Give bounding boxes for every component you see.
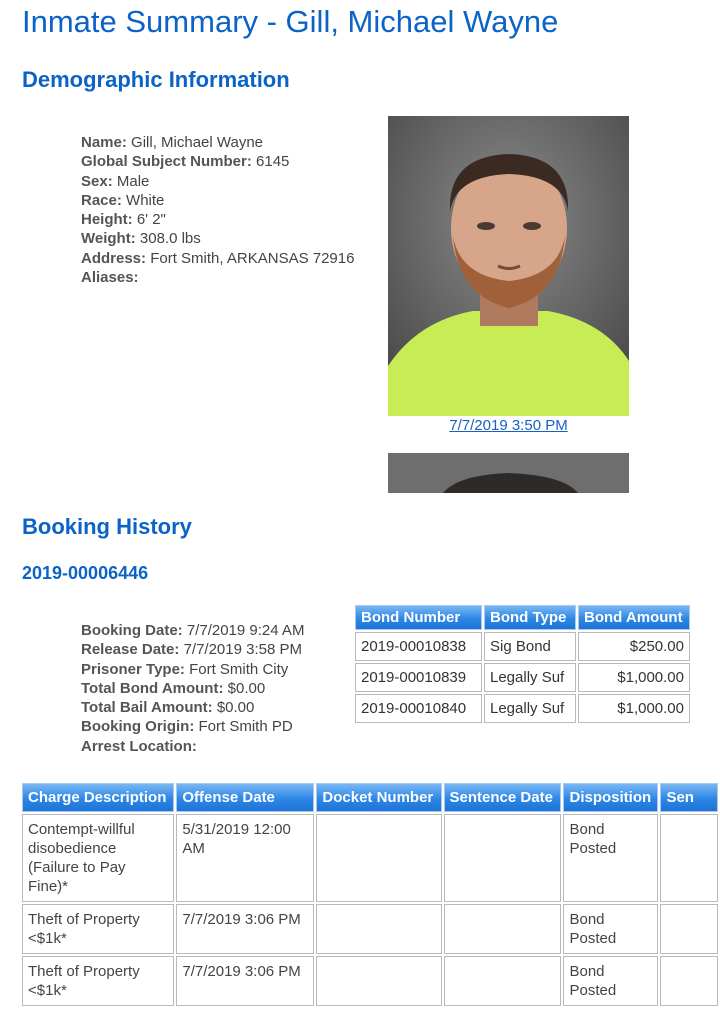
sentence-cell [660,814,718,902]
demographic-details [81,133,354,287]
bond-type-cell: Legally Suf [484,694,576,723]
name-row [81,133,354,152]
height-label: Height: [81,211,133,229]
bond-amount-cell: $250.00 [578,632,690,661]
disposition-cell: Bond Posted [563,904,658,954]
table-row [22,904,718,954]
mugshot-image-2 [388,453,629,493]
release-date-value: 7/7/2019 3:58 PM [183,641,302,659]
offense-date-cell: 7/7/2019 3:06 PM [176,904,314,954]
sex-label: Sex: [81,172,113,190]
bond-table [353,603,692,725]
charges-header-row [22,783,718,812]
sentence-date-header: Sentence Date [444,783,562,812]
prisoner-type-label: Prisoner Type: [81,660,185,678]
mugshot-photo-2[interactable] [388,453,629,493]
race-value: White [126,191,165,209]
table-row [355,632,690,661]
photo-timestamp-link[interactable]: 7/7/2019 3:50 PM [449,417,568,434]
bond-amount-cell: $1,000.00 [578,694,690,723]
bond-number-cell: 2019-00010839 [355,663,482,692]
docket-number-cell [316,904,441,954]
bond-type-header: Bond Type [484,605,576,630]
sentence-cell [660,956,718,1006]
table-row [22,814,718,902]
sentence-header: Sen [660,783,718,812]
charge-description-cell: Theft of Property <$1k* [22,904,174,954]
aliases-label: Aliases: [81,269,139,287]
total-bail-row [81,698,304,717]
race-label: Race: [81,191,122,209]
mugshot-photo[interactable] [388,116,629,416]
total-bail-label: Total Bail Amount: [81,699,213,717]
bond-number-cell: 2019-00010840 [355,694,482,723]
weight-row [81,229,354,248]
disposition-cell: Bond Posted [563,814,658,902]
charge-description-cell: Theft of Property <$1k* [22,956,174,1006]
docket-number-cell [316,814,441,902]
prisoner-type-value: Fort Smith City [189,660,289,678]
sentence-cell [660,904,718,954]
offense-date-header: Offense Date [176,783,314,812]
sentence-date-cell [444,956,562,1006]
charge-description-header: Charge Description [22,783,174,812]
prisoner-type-row [81,660,304,679]
aliases-row [81,268,354,287]
table-row [355,694,690,723]
offense-date-cell: 7/7/2019 3:06 PM [176,956,314,1006]
arrest-location-label: Arrest Location: [81,737,197,755]
docket-number-header: Docket Number [316,783,441,812]
release-date-row [81,640,304,659]
address-row [81,249,354,268]
booking-history-heading: Booking History [22,514,192,539]
demographics-heading: Demographic Information [22,67,290,92]
booking-origin-label: Booking Origin: [81,718,195,736]
docket-number-cell [316,956,441,1006]
gsn-label: Global Subject Number: [81,153,252,171]
booking-date-value: 7/7/2019 9:24 AM [186,622,305,639]
height-value: 6' 2" [136,211,166,229]
sentence-date-cell [444,904,562,954]
booking-origin-value: Fort Smith PD [198,718,293,736]
offense-date-cell: 5/31/2019 12:00 AM [176,814,314,902]
table-row [22,956,718,1006]
release-date-label: Release Date: [81,641,180,659]
gsn-value: 6145 [256,153,290,171]
page-title: Inmate Summary - Gill, Michael Wayne [22,4,559,39]
gsn-row [81,152,354,171]
bond-amount-cell: $1,000.00 [578,663,690,692]
name-value: Gill, Michael Wayne [131,134,264,151]
bond-type-cell: Sig Bond [484,632,576,661]
bond-number-cell: 2019-00010838 [355,632,482,661]
disposition-cell: Bond Posted [563,956,658,1006]
sentence-date-cell [444,814,562,902]
booking-date-label: Booking Date: [81,622,183,639]
sex-row [81,172,354,191]
total-bond-value: $0.00 [227,679,266,697]
bond-amount-header: Bond Amount [578,605,690,630]
height-row [81,210,354,229]
table-row [355,663,690,692]
booking-number: 2019-00006446 [22,563,149,583]
booking-origin-row [81,717,304,736]
weight-label: Weight: [81,230,136,248]
race-row [81,191,354,210]
sex-value: Male [116,172,150,190]
address-label: Address: [81,249,147,267]
total-bond-label: Total Bond Amount: [81,679,224,697]
total-bail-value: $0.00 [216,699,255,717]
arrest-location-row [81,737,304,756]
charges-table [20,781,720,1008]
bond-header-row [355,605,690,630]
weight-value: 308.0 lbs [139,230,201,248]
charge-description-cell: Contempt-willful disobedience (Failure to Pay Fine)* [22,814,174,902]
bond-type-cell: Legally Suf [484,663,576,692]
booking-date-row [81,621,304,640]
mugshot-image [388,116,629,416]
booking-details [81,621,304,756]
address-value: Fort Smith, ARKANSAS 72916 [150,249,355,267]
name-label: Name: [81,134,127,151]
disposition-header: Disposition [563,783,658,812]
total-bond-row [81,679,304,698]
bond-number-header: Bond Number [355,605,482,630]
